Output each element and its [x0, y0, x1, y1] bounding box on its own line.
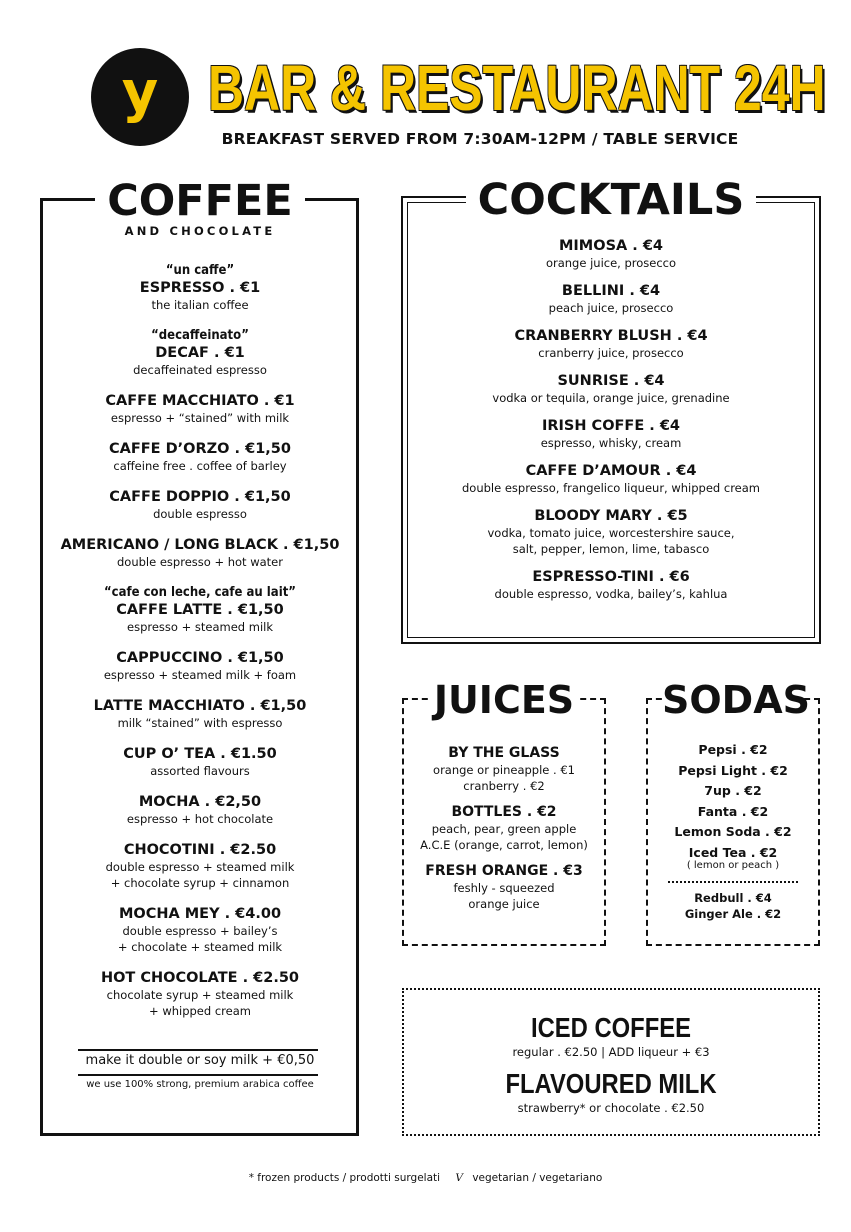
coffee-item-name: CHOCOTINI . €2.50: [123, 842, 277, 858]
page-title: BAR & RESTAURANT 24H: [208, 52, 826, 124]
coffee-item: [60, 649, 340, 683]
coffee-item: [60, 841, 340, 891]
cocktail-item-desc: double espresso, vodka, bailey’s, kahlua: [494, 587, 728, 601]
cocktail-item-desc: peach juice, prosecco: [548, 301, 674, 315]
page-subtitle: BREAKFAST SERVED FROM 7:30AM-12PM / TABLE SERVICE: [221, 130, 739, 148]
cocktail-item-desc: vodka, tomato juice, worcestershire sauce,: [487, 526, 735, 540]
coffee-item-name: LATTE MACCHIATO . €1,50: [93, 698, 307, 714]
coffee-item-name: AMERICANO / LONG BLACK . €1,50: [60, 537, 340, 553]
cocktail-item-name: SUNRISE . €4: [557, 373, 665, 389]
cocktail-item: [411, 372, 811, 406]
coffee-item-desc: espresso + “stained” with milk: [110, 411, 290, 425]
cocktail-item-desc: salt, pepper, lemon, lime, tabasco: [512, 542, 710, 556]
soda-extra-item: Ginger Ale . €2: [684, 907, 782, 921]
juices-list: [402, 744, 606, 921]
juice-item: [402, 862, 606, 912]
coffee-divider: [78, 1049, 318, 1051]
coffee-item-desc: + whipped cream: [149, 1004, 251, 1018]
coffee-item: [60, 262, 340, 313]
coffee-heading: [95, 176, 305, 238]
cocktail-item-name: IRISH COFFE . €4: [541, 418, 681, 434]
coffee-divider: [78, 1074, 318, 1076]
juice-item-desc: peach, pear, green apple: [431, 822, 577, 836]
coffee-item-name: CAFFE LATTE . €1,50: [116, 602, 284, 618]
coffee-title: COFFEE: [107, 176, 293, 226]
coffee-subtitle: AND CHOCOLATE: [124, 224, 276, 238]
coffee-item-name: HOT CHOCOLATE . €2.50: [100, 970, 300, 986]
sodas-divider: [668, 881, 798, 883]
soda-item: 7up . €2: [704, 783, 762, 798]
cocktail-item: [411, 417, 811, 451]
cocktail-item: [411, 237, 811, 271]
coffee-item-name: MOCHA . €2,50: [138, 794, 262, 810]
cocktail-item-desc: espresso, whisky, cream: [540, 436, 682, 450]
coffee-item: [60, 536, 340, 570]
coffee-item-alias: “un caffe”: [165, 263, 235, 278]
juice-item-desc: feshly - squeezed: [453, 881, 555, 895]
cocktail-item-name: CAFFE D’AMOUR . €4: [525, 463, 697, 479]
cocktail-item: [411, 507, 811, 557]
cocktail-item-desc: double espresso, frangelico liqueur, whipped cream: [461, 481, 760, 495]
cocktail-item: [411, 462, 811, 496]
coffee-item-alias: “decaffeinato”: [151, 328, 249, 343]
coffee-item: [60, 905, 340, 955]
coffee-item-desc: espresso + steamed milk + foam: [103, 668, 297, 682]
coffee-item: [60, 745, 340, 779]
coffee-item-desc: assorted flavours: [150, 764, 250, 778]
coffee-item-desc: decaffeinated espresso: [133, 363, 267, 377]
coffee-item-name: ESPRESSO . €1: [139, 280, 261, 296]
soda-note: ( lemon or peach ): [686, 860, 780, 871]
coffee-item-desc: espresso + steamed milk: [127, 620, 273, 634]
cocktail-item: [411, 327, 811, 361]
coffee-item-name: DECAF . €1: [155, 345, 245, 361]
sodas-list: [646, 740, 820, 872]
soda-extra-item: Redbull . €4: [694, 891, 772, 905]
iced-coffee-desc: regular . €2.50 | ADD liqueur + €3: [512, 1045, 710, 1059]
iced-content: [402, 1012, 820, 1124]
footer: [0, 1172, 851, 1184]
juice-item-name: BY THE GLASS: [448, 745, 560, 761]
logo: [91, 48, 189, 146]
soda-item: Lemon Soda . €2: [674, 824, 792, 839]
coffee-item-desc: milk “stained” with espresso: [117, 716, 283, 730]
coffee-item-desc: + chocolate + steamed milk: [117, 940, 283, 954]
juice-item-desc: cranberry . €2: [463, 779, 545, 793]
sodas-extra-list: [646, 890, 820, 922]
cocktail-item-name: BLOODY MARY . €5: [534, 508, 688, 524]
coffee-item-desc: chocolate syrup + steamed milk: [106, 988, 294, 1002]
coffee-item: [60, 488, 340, 522]
juices-title: JUICES: [428, 676, 580, 724]
coffee-item-desc: double espresso + hot water: [117, 555, 283, 569]
cocktails-list: [411, 237, 811, 613]
cocktail-item-name: CRANBERRY BLUSH . €4: [514, 328, 708, 344]
soda-item: Fanta . €2: [697, 803, 769, 819]
cocktail-item-desc: orange juice, prosecco: [545, 256, 677, 270]
juice-item-name: FRESH ORANGE . €3: [425, 863, 583, 879]
cocktail-item-name: ESPRESSO-TINI . €6: [532, 569, 690, 585]
juice-item-desc: A.C.E (orange, carrot, lemon): [420, 838, 588, 852]
coffee-item-desc: + chocolate syrup + cinnamon: [110, 876, 290, 890]
cocktail-item-desc: vodka or tequila, orange juice, grenadine: [492, 391, 730, 405]
coffee-item: [60, 584, 340, 635]
coffee-item: [60, 969, 340, 1019]
coffee-item-name: CAFFE D’ORZO . €1,50: [109, 441, 291, 457]
flavoured-milk-title: FLAVOURED MILK: [505, 1068, 717, 1099]
cocktail-item: [411, 568, 811, 602]
juice-item: [402, 803, 606, 853]
coffee-extra: make it double or soy milk + €0,50: [85, 1053, 315, 1068]
coffee-item-name: CUP O’ TEA . €1.50: [123, 746, 277, 762]
frozen-note: * frozen products / prodotti surgelati: [248, 1172, 441, 1184]
coffee-item: [60, 697, 340, 731]
cocktails-title: COCKTAILS: [466, 172, 756, 228]
juice-item-desc: orange juice: [468, 897, 540, 911]
coffee-item-alias: “cafe con leche, cafe au lait”: [104, 585, 296, 600]
flavoured-milk-desc: strawberry* or chocolate . €2.50: [517, 1101, 705, 1115]
coffee-list: [60, 262, 340, 1033]
coffee-item-name: MOCHA MEY . €4.00: [118, 906, 282, 922]
coffee-item-desc: the italian coffee: [151, 298, 249, 312]
coffee-item-desc: caffeine free . coffee of barley: [113, 459, 287, 473]
coffee-item: [60, 793, 340, 827]
coffee-item-name: CAFFE DOPPIO . €1,50: [109, 489, 291, 505]
cocktail-item-name: MIMOSA . €4: [558, 238, 664, 254]
coffee-item-desc: double espresso + steamed milk: [105, 860, 295, 874]
cocktail-item-name: BELLINI . €4: [561, 283, 661, 299]
cocktail-item-desc: cranberry juice, prosecco: [538, 346, 684, 360]
juice-item: [402, 744, 606, 794]
soda-item: Pepsi Light . €2: [678, 762, 788, 778]
vegetarian-note: vegetarian / vegetariano: [472, 1172, 603, 1184]
logo-letter: y: [121, 60, 159, 125]
coffee-item-desc: double espresso: [153, 507, 247, 521]
sodas-title: SODAS: [662, 678, 810, 722]
juice-item-name: BOTTLES . €2: [451, 804, 557, 820]
coffee-item: [60, 440, 340, 474]
coffee-note: we use 100% strong, premium arabica coffee: [86, 1079, 314, 1090]
soda-item: Iced Tea . €2: [688, 844, 778, 860]
coffee-item: [60, 327, 340, 378]
coffee-item: [60, 392, 340, 426]
coffee-item-name: CAFFE MACCHIATO . €1: [105, 393, 295, 409]
coffee-item-name: CAPPUCCINO . €1,50: [116, 650, 284, 666]
soda-item: Pepsi . €2: [698, 742, 768, 757]
iced-coffee-title: ICED COFFEE: [530, 1012, 691, 1043]
juice-item-desc: orange or pineapple . €1: [433, 763, 575, 777]
cocktail-item: [411, 282, 811, 316]
coffee-item-desc: double espresso + bailey’s: [122, 924, 278, 938]
coffee-item-desc: espresso + hot chocolate: [126, 812, 274, 826]
vegetarian-icon: V: [455, 1172, 463, 1184]
